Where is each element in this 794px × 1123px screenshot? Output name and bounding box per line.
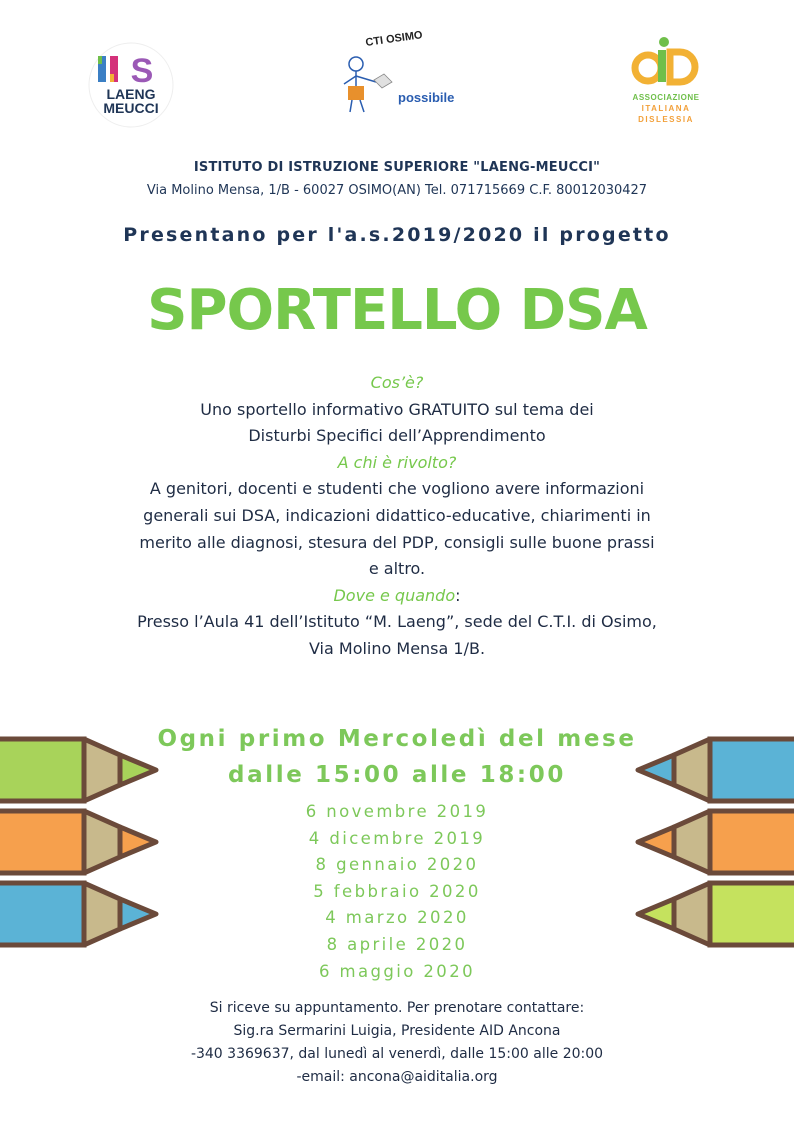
info-block [0,370,794,663]
iis-name-line2: MEUCCI [103,100,159,116]
answer-what-line1: Uno sportello informativo GRATUITO sul tema dei [200,399,594,419]
date-item: 5 febbraio 2020 [313,881,481,901]
cti-text: CTI OSIMO [364,30,424,49]
answer-who-line1: A genitori, docenti e studenti che vogliono avere informazioni [149,479,645,499]
svg-text:S: S [130,52,154,90]
presentation-line: Presentano per l'a.s.2019/2020 il progetto [123,224,671,246]
contact-phone: -340 3369637, dal lunedì al venerdì, dalle 15:00 alle 20:00 [190,1046,604,1062]
dates-list [0,799,794,985]
schedule-frequency: Ogni primo Mercoledì del mese [157,726,637,752]
date-item: 8 gennaio 2020 [315,855,479,875]
answer-where-line1: Presso l’Aula 41 dell’Istituto “M. Laeng”, sede del C.T.I. di Osimo, [137,612,657,632]
contact-line1: Si riceve su appuntamento. Per prenotare contattare: [209,1000,585,1016]
date-item: 8 aprile 2020 [326,934,468,954]
question-where-text: Dove e quando [333,585,456,605]
answer-who-line3: merito alle diagnosi, stesura del PDP, consigli sulle buone prassi [139,532,655,552]
date-item: 4 marzo 2020 [325,908,469,928]
question-what: Cos’è? [370,373,424,392]
contact-block [0,997,794,1089]
cti-osimo-logo [328,30,468,120]
aid-line-1: ASSOCIAZIONE [632,93,700,102]
aid-line-3: DISLESSIA [638,115,694,124]
cti-sub-text: possibile [398,90,455,105]
date-item: 6 novembre 2019 [305,802,489,821]
question-who: A chi è rivolto? [337,452,457,472]
school-address: Via Molino Mensa, 1/B - 60027 OSIMO(AN) Tel. 071715669 C.F. 80012030427 [146,183,648,198]
question-where-colon: : [455,585,461,605]
answer-who-line4: e altro. [368,559,426,579]
answer-what-line2: Disturbi Specifici dell’Apprendimento [248,426,546,446]
contact-line2: Sig.ra Sermarini Luigia, Presidente AID Ancona [233,1023,561,1039]
question-where [0,583,794,610]
contact-email[interactable]: -email: ancona@aiditalia.org [296,1069,498,1085]
aid-logo [626,34,706,126]
date-item: 6 maggio 2020 [319,961,475,981]
iis-laeng-meucci-logo [88,42,174,128]
date-item: 4 dicembre 2019 [308,828,486,848]
iis-name-line1: LAENG [106,86,156,102]
page-title: SPORTELLO DSA [147,278,647,343]
answer-who-line2: generali sui DSA, indicazioni didattico-educative, chiarimenti in [143,505,651,525]
answer-where-line2: Via Molino Mensa 1/B. [308,638,486,658]
school-name: ISTITUTO DI ISTRUZIONE SUPERIORE "LAENG-MEUCCI" [193,160,601,175]
aid-line-2: ITALIANA [641,104,691,113]
schedule-hours: dalle 15:00 alle 18:00 [228,762,566,788]
